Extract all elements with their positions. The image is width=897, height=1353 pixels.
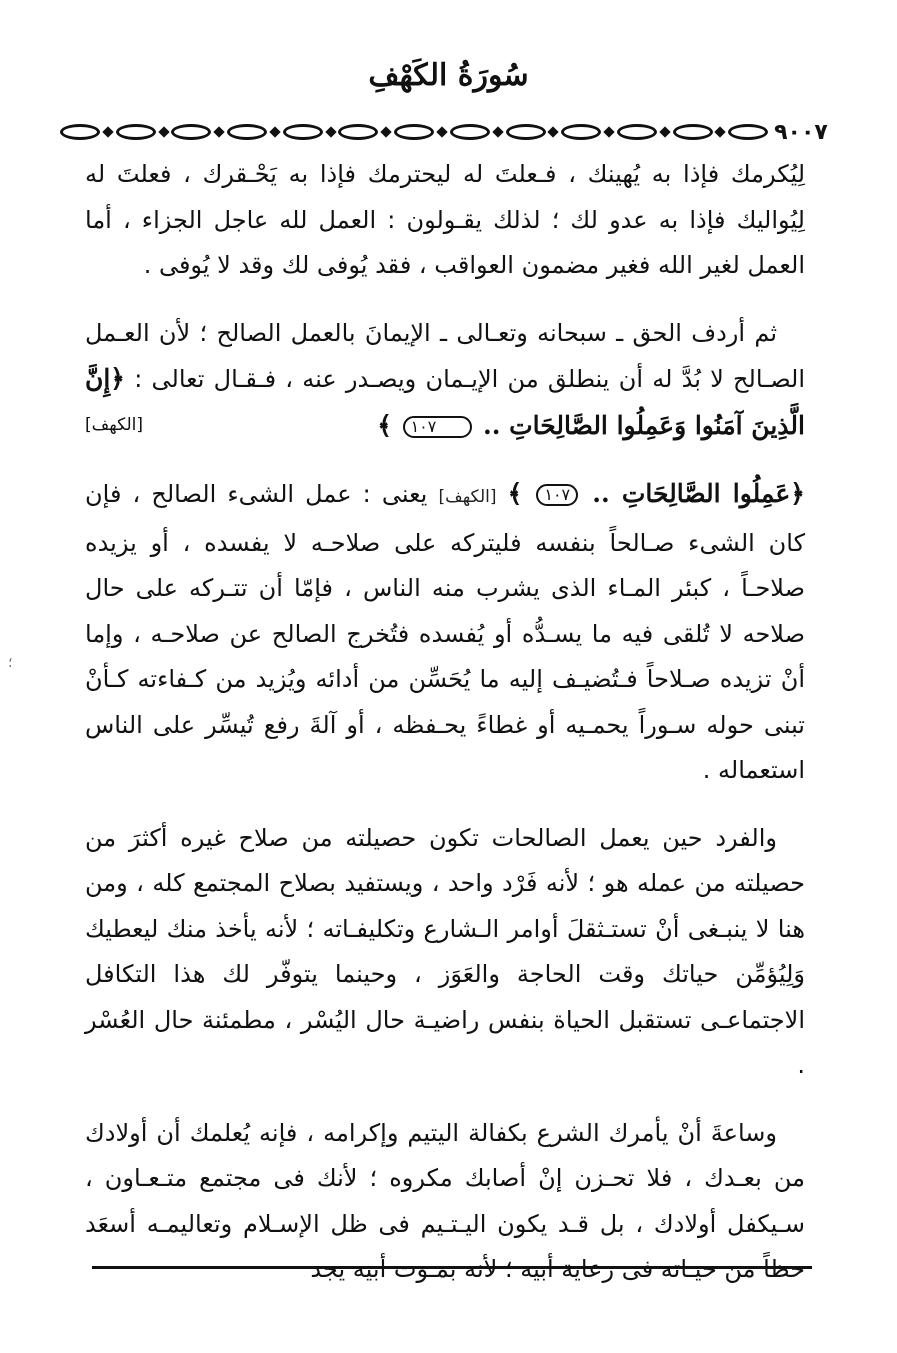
ornament-diamond [715,126,726,137]
ornament-oval [561,124,601,140]
paragraph-3-text: يعنى : عمل الشىء الصالح ، فإن كان الشىء صـالحاً بنفسه فليتركه على صلاحـه لا يفسده ، أو يزيده صلاحـاً ، كبئر المـاء الذى يشرب منه الناس ، فإمّا أن تتـركه على حال صلاحه لا تُلقى فيه ما يسـدُّه أو يُفسده فتُخرج الصالح عن صلاحـه ، وإما أنْ تزيده صـلاحاً فـتُضيـف إليه ما يُحَسِّن من أدائه ويُزيد من كـفاءته كـأنْ تبنى حوله سـوراً يحمـيه أو غطاءً يحـفظه ، أو آلةَ رفع تُيسِّر على الناس استعماله . [85,480,805,784]
surah-title: سُورَةُ الكَهْفِ [368,58,529,93]
ornamental-border [60,118,830,146]
ornament-oval [227,124,267,140]
paragraph-3 [85,471,805,794]
footer-rule [92,1266,812,1269]
ornament-diamond [492,126,503,137]
ayah-number: ١٠٧ [536,484,578,506]
quran-verse: ﴿عَمِلُوا الصَّالِحَاتِ .. [592,479,805,508]
ornament-oval [116,124,156,140]
ornament-oval [60,124,100,140]
ornament-diamond [436,126,447,137]
ornament-diamond [381,126,392,137]
paragraph-5: وساعةَ أنْ يأمرك الشرع بكفالة اليتيم وإكرامه ، فإنه يُعلمك أن أولادك من بعـدك ، فلا تحـزن إنْ أصابك مكروه ؛ لأنك فى مجتمع متـعـاون ، سـيكفل أولادك ، بل قـد يكون اليـتـيم فى ظل الإسـلام وتعاليمـه أسعَد حظاً من حيـاته فى رعاية أبيه ؛ لأنه بمـوت أبيه يجد [85,1118,805,1283]
paragraph-2 [85,311,805,450]
surah-reference: [الكهف] [438,487,497,507]
ornament-oval [673,124,713,140]
surah-reference: [الكهف] [85,414,143,435]
paragraph-4: والفرد حين يعمل الصالحات تكون حصيلته من صلاح غيره أكثرَ من حصيلته من عمله هو ؛ لأنه فَرْد واحد ، ويستفيد بصلاح المجتمع كله ، ومن هنا لا ينبـغى أنْ تستـثقلَ أوامر الـشارع وتكليفـاته ؛ لأنه يأخذ منك ليعطيك وَلِيُؤمِّن حياتك وقت الحاجة والعَوَز ، وحينما يتوفّر لك هذا التكافل الاجتماعـى تستقبل الحياة بنفس راضيـة حال اليُسْر ، مطمئنة حال العُسْر . [85,823,805,1079]
verse-close-bracket: ﴾ [377,410,392,440]
ornament-oval [728,124,768,140]
ornament-diamond [158,126,169,137]
paragraph-2-text: ثم أردف الحق ـ سبحانه وتعـالى ـ الإيمانَ بالعمل الصالح ؛ لأن العـمل الصـالح لا بُدَّ له أن ينطلق من الإيـمان ويصـدر عنه ، فـقـال تعالى : [85,318,805,393]
ornament-diamond [214,126,225,137]
ornament-diamond [659,126,670,137]
ornament-diamond [325,126,336,137]
ornament-diamond [269,126,280,137]
page-number: ٩٠٠٧ [774,119,828,145]
verse-close-bracket: ﴾ [507,479,523,508]
scan-mark: ؛ [8,655,13,671]
ornament-oval [338,124,378,140]
body-text [85,152,805,1315]
paragraph-1: لِيُكرمك فإذا به يُهينك ، فـعلتَ له ليحترمك فإذا به يَحْـقرك ، فعلتَ له لِيُواليك فإذا به عدو لك ؛ لذلك يقـولون : العمل لله عاجل الجزاء ، أما العمل لغير الله فغير مضمون العواقب ، فقد يُوفى لك وقد لا يُوفى . [85,160,805,279]
ornament-oval [617,124,657,140]
ornament-oval [171,124,211,140]
ornament-oval [506,124,546,140]
ornament-oval [283,124,323,140]
ornament-oval [394,124,434,140]
quran-verse: ﴿إِنَّ الَّذِينَ آمَنُوا وَعَمِلُوا الصَّالِحَاتِ .. [85,364,805,440]
ornament-oval [450,124,490,140]
ayah-number: ١٠٧ [403,416,473,438]
ornament-diamond [603,126,614,137]
ornament-diamond [102,126,113,137]
ornament-diamond [548,126,559,137]
